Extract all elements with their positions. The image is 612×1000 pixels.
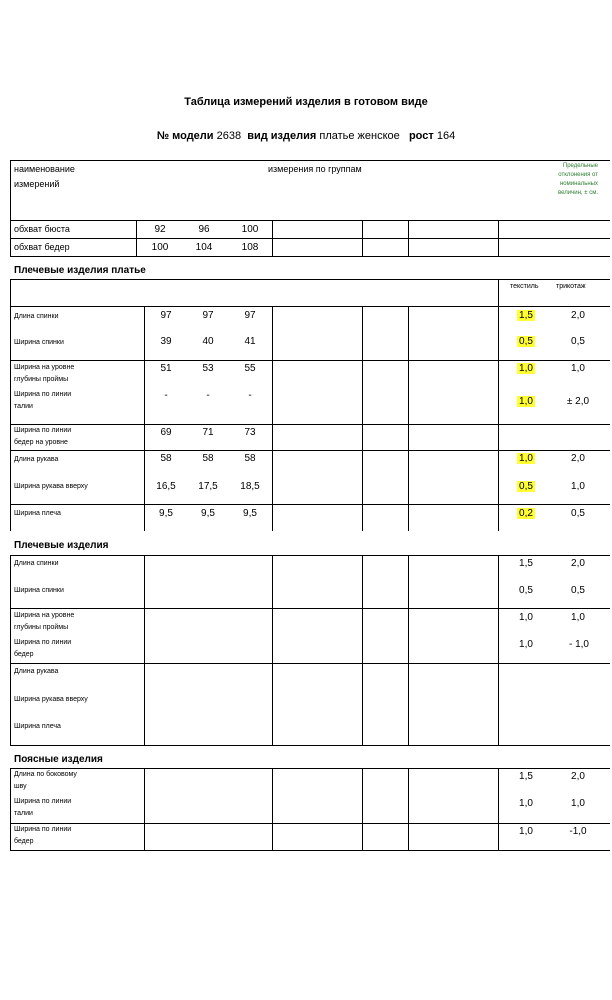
measure-name-2: бедер (14, 838, 34, 845)
tolerance-knit: 0,5 (571, 336, 585, 347)
table-border (498, 306, 499, 531)
header-name-col: наименование (14, 164, 75, 174)
tolerance-textile: 1,0 (519, 639, 533, 650)
measure-value: 58 (160, 453, 172, 464)
table-border (10, 256, 610, 257)
tolerance-knit: 0,5 (571, 508, 585, 519)
measure-value: 71 (202, 427, 214, 438)
tolerance-textile: 1,0 (519, 826, 533, 837)
table-border (272, 220, 273, 256)
basic-value: 108 (241, 242, 259, 253)
measure-name-2: бедер (14, 651, 34, 658)
tolerance-knit: 1,0 (571, 612, 585, 623)
measure-value: 16,5 (156, 481, 176, 492)
tolerance-textile: 0,5 (519, 585, 533, 596)
model-number: 2638 (216, 130, 242, 142)
measure-name: Длина по боковому (14, 771, 77, 778)
measure-value: 39 (160, 336, 172, 347)
measure-name-2: талии (14, 810, 33, 817)
measure-value: 9,5 (159, 508, 173, 519)
measure-value: 73 (244, 427, 256, 438)
tolerance-textile: 1,5 (519, 558, 533, 569)
col-knit: трикотаж (556, 283, 586, 290)
table-border (10, 279, 610, 280)
section-title: Плечевые изделия (14, 540, 109, 551)
tolerance-textile: 1,5 (519, 771, 533, 782)
measure-value: 97 (160, 310, 172, 321)
table-border (362, 555, 363, 745)
measure-value: 58 (202, 453, 214, 464)
measure-value: 51 (160, 363, 172, 374)
type-label: вид изделия (247, 130, 317, 142)
measure-name-2: глубины проймы (14, 624, 69, 631)
measure-name: Ширина спинки (14, 339, 64, 346)
table-border (10, 424, 610, 425)
header-groups: измерения по группам (268, 164, 362, 174)
page-title: Таблица измерений изделия в готовом виде (184, 96, 428, 108)
table-border (10, 768, 11, 850)
tolerance-knit: 2,0 (571, 771, 585, 782)
basic-value: 92 (154, 224, 166, 235)
table-border (10, 238, 610, 239)
table-border (408, 220, 409, 256)
table-border (136, 220, 137, 256)
measure-value: 97 (244, 310, 256, 321)
table-border (498, 279, 499, 306)
table-border (362, 768, 363, 850)
basic-value: 100 (151, 242, 169, 253)
table-border (408, 555, 409, 745)
table-border (10, 663, 610, 664)
tolerance-textile: 1,5 (517, 310, 535, 321)
model-info-line (0, 130, 612, 142)
table-border (10, 306, 610, 307)
table-border (10, 279, 11, 306)
tolerance-textile: 1,0 (519, 798, 533, 809)
section-title: Поясные изделия (14, 754, 103, 765)
measure-value: 97 (202, 310, 214, 321)
table-border (10, 850, 610, 851)
tolerance-knit: 2,0 (571, 310, 585, 321)
measure-value: 41 (244, 336, 256, 347)
measure-name: Длина спинки (14, 560, 59, 567)
tolerance-knit: -1,0 (569, 826, 587, 837)
model-label: № модели (156, 130, 214, 142)
tolerance-textile: 1,0 (519, 612, 533, 623)
table-border (10, 220, 11, 256)
table-border (10, 360, 610, 361)
height-value: 164 (436, 130, 456, 142)
measure-name-2: глубины проймы (14, 376, 69, 383)
table-border (144, 555, 145, 745)
table-border (408, 306, 409, 531)
table-border (272, 306, 273, 531)
measure-name: Ширина по линии (14, 639, 72, 646)
measure-name: Ширина по линии (14, 798, 72, 805)
measure-name: Ширина по линии (14, 391, 72, 398)
measure-name: Ширина по линии (14, 427, 72, 434)
measure-name: Ширина рукава вверху (14, 696, 88, 703)
basic-row-name: обхват бедер (14, 242, 70, 252)
tolerance-textile: 1,0 (517, 363, 535, 374)
table-border (498, 220, 499, 256)
tolerance-knit: 2,0 (571, 558, 585, 569)
tolerance-knit: - 1,0 (568, 639, 589, 650)
table-border (10, 160, 610, 161)
table-border (10, 220, 610, 221)
table-border (10, 823, 610, 824)
measure-value: 69 (160, 427, 172, 438)
section-title: Плечевые изделия платье (14, 265, 146, 276)
measure-value: 55 (244, 363, 256, 374)
measure-value: 53 (202, 363, 214, 374)
tolerance-knit: 2,0 (571, 453, 585, 464)
measure-name: Ширина по линии (14, 826, 72, 833)
measure-name: Длина рукава (14, 668, 59, 675)
measure-name-2: бедер на уровне (14, 439, 68, 446)
tolerance-textile: 1,0 (517, 396, 535, 407)
tolerance-knit: 1,0 (571, 363, 585, 374)
measure-value: - (164, 390, 168, 401)
tolerance-knit: ± 2,0 (566, 396, 590, 407)
tolerance-note: Предельные отклонения от номинальных величин, ± см. (558, 163, 598, 196)
measure-name: Длина спинки (14, 313, 59, 320)
table-border (10, 504, 610, 505)
height-label: рост (408, 130, 434, 142)
measure-value: 58 (244, 453, 256, 464)
basic-value: 104 (195, 242, 213, 253)
table-border (144, 768, 145, 850)
measure-value: - (248, 390, 252, 401)
tolerance-textile: 0,5 (517, 481, 535, 492)
table-border (10, 555, 11, 745)
table-border (498, 555, 499, 745)
measure-name: Ширина спинки (14, 587, 64, 594)
measure-name-2: талии (14, 403, 33, 410)
table-border (272, 768, 273, 850)
measure-name: Ширина на уровне (14, 364, 75, 371)
table-border (10, 450, 610, 451)
basic-value: 100 (241, 224, 259, 235)
table-border (10, 768, 610, 769)
table-border (362, 220, 363, 256)
measure-name: Ширина плеча (14, 723, 61, 730)
table-border (498, 768, 499, 850)
col-textile: текстиль (510, 283, 539, 290)
measure-name-2: шву (14, 783, 27, 790)
table-border (362, 306, 363, 531)
tolerance-textile: 1,0 (517, 453, 535, 464)
basic-value: 96 (198, 224, 210, 235)
measure-value: 9,5 (201, 508, 215, 519)
basic-row-name: обхват бюста (14, 224, 70, 234)
measure-value: 40 (202, 336, 214, 347)
table-border (144, 306, 145, 531)
tolerance-knit: 0,5 (571, 585, 585, 596)
measure-name: Ширина на уровне (14, 612, 75, 619)
type-value: платье женское (319, 130, 400, 142)
table-border (10, 608, 610, 609)
measure-value: - (206, 390, 210, 401)
table-border (10, 745, 610, 746)
table-border (10, 160, 11, 220)
table-border (272, 555, 273, 745)
table-border (408, 768, 409, 850)
measure-value: 18,5 (240, 481, 260, 492)
tolerance-knit: 1,0 (571, 481, 585, 492)
table-border (10, 555, 610, 556)
tolerance-textile: 0,2 (517, 508, 535, 519)
tolerance-textile: 0,5 (517, 336, 535, 347)
table-border (10, 306, 11, 531)
measure-name: Ширина плеча (14, 510, 61, 517)
measure-value: 9,5 (243, 508, 257, 519)
measure-value: 17,5 (198, 481, 218, 492)
header-name-col-2: измерений (14, 179, 60, 189)
measure-name: Длина рукава (14, 456, 59, 463)
tolerance-knit: 1,0 (571, 798, 585, 809)
measure-name: Ширина рукава вверху (14, 483, 88, 490)
